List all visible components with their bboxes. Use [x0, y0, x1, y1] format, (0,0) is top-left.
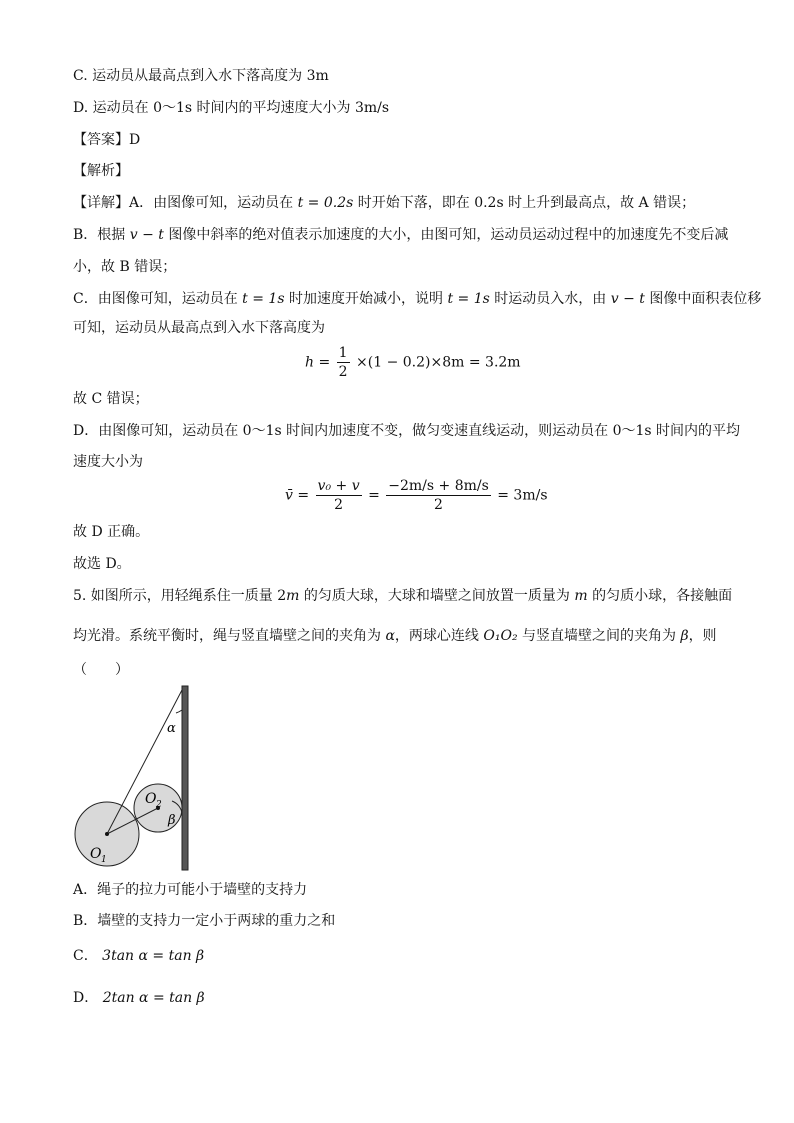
velocity-formula: [285, 477, 548, 514]
balls-wall-figure: [68, 680, 198, 875]
option-a: A．绳子的拉力可能小于墙壁的支持力: [73, 882, 308, 898]
c-text-3: 时运动员入水，由: [494, 291, 607, 307]
center-o1-dot: [105, 832, 109, 836]
b-text-1: B．根据: [73, 227, 126, 243]
question-5-paren: （ ）: [73, 662, 129, 678]
o2-label: O: [145, 791, 157, 807]
q5-text-1b: 的匀质大球，大球和墙壁之间放置一质量为: [299, 588, 570, 604]
o1-subscript: 1: [101, 855, 107, 865]
velocity-lhs: v̄ =: [285, 487, 310, 504]
q5-alpha: α: [385, 628, 395, 644]
alpha-arc: [176, 710, 182, 713]
q5-mass-2: m: [574, 588, 588, 604]
option-d: [73, 988, 205, 1008]
velocity-fraction-2-den: 2: [434, 497, 443, 513]
velocity-fraction-2: [386, 477, 491, 514]
option-d-expression: 2tan α = tan β: [102, 990, 205, 1006]
analysis-heading: 【解析】: [73, 163, 129, 179]
option-c-expression: 3tan α = tan β: [102, 948, 205, 964]
detail-a-text-1: 【详解】A．由图像可知，运动员在: [73, 195, 294, 211]
c-conclusion: 故 C 错误；: [73, 391, 149, 407]
height-formula: [305, 344, 521, 381]
c-time-2: t = 1s: [447, 291, 490, 307]
answer-line: 【答案】D: [73, 132, 141, 148]
c-text-1: C．由图像可知，运动员在: [73, 291, 238, 307]
beta-label: β: [168, 813, 176, 828]
q5-o1o2: O₁O₂: [483, 628, 518, 644]
b-vt: v − t: [129, 227, 164, 243]
velocity-rhs: = 3m/s: [497, 487, 548, 504]
figure-svg: [68, 680, 198, 875]
c-vt: v − t: [610, 291, 645, 307]
d-line-1: D．由图像可知，运动员在 0～1s 时间内加速度不变，做匀变速直线运动，则运动员在 0～1s 时间内的平均: [73, 423, 741, 439]
detail-a-line: [73, 193, 695, 213]
o2-subscript: 2: [156, 800, 162, 810]
height-fraction: [337, 344, 350, 381]
b-line-1: [73, 225, 728, 245]
alpha-label: α: [167, 721, 176, 736]
option-b: B．墙壁的支持力一定小于两球的重力之和: [73, 913, 336, 929]
q5-text-1a: 5. 如图所示，用轻绳系住一质量 2: [73, 588, 287, 604]
option-c: [73, 946, 204, 966]
velocity-fraction-2-num: −2m/s + 8m/s: [388, 478, 489, 494]
q5-text-2a: 均光滑。系统平衡时，绳与竖直墙壁之间的夹角为: [73, 628, 381, 644]
question-5-line-2: [73, 626, 717, 646]
velocity-fraction-1-den: 2: [334, 497, 344, 513]
q5-text-2b: ，两球心连线: [394, 628, 479, 644]
c-text-2: 时加速度开始减小，说明: [288, 291, 443, 307]
c-time-1: t = 1s: [242, 291, 285, 307]
q5-text-1c: 的匀质小球，各接触面: [587, 588, 733, 604]
c-line-1: [73, 289, 761, 309]
velocity-equals: =: [368, 487, 380, 504]
c-text-4: 图像中面积表位移: [649, 291, 762, 307]
q5-mass-1: m: [286, 588, 300, 604]
final-choice: 故选 D。: [73, 556, 131, 572]
q5-text-2c: 与竖直墙壁之间的夹角为: [522, 628, 677, 644]
b-text-2: 图像中斜率的绝对值表示加速度的大小，由图可知，运动员运动过程中的加速度先不变后减: [168, 227, 729, 243]
velocity-fraction-1-num: v₀ + v: [317, 478, 360, 494]
option-d-label: D．: [73, 990, 99, 1006]
height-lhs: h =: [305, 354, 331, 371]
detail-a-text-2: 时开始下落，即在 0.2s 时上升到最高点，故 A 错误；: [357, 195, 696, 211]
d-conclusion: 故 D 正确。: [73, 524, 150, 540]
d-line-2: 速度大小为: [73, 454, 143, 470]
q5-beta: β: [680, 628, 689, 644]
option-c-label: C．: [73, 948, 98, 964]
option-d-previous: D. 运动员在 0～1s 时间内的平均速度大小为 3m/s: [73, 100, 390, 116]
height-fraction-num: 1: [338, 345, 348, 361]
option-c-previous: C. 运动员从最高点到入水下落高度为 3m: [73, 68, 329, 84]
q5-text-2d: ，则: [688, 628, 717, 644]
velocity-fraction-1: [316, 477, 362, 514]
b-line-2: 小，故 B 错误；: [73, 259, 177, 275]
o1-label: O: [90, 846, 102, 862]
height-rhs: ×(1 − 0.2)×8m = 3.2m: [356, 354, 521, 371]
detail-a-time: t = 0.2s: [297, 195, 354, 211]
c-line-2: 可知，运动员从最高点到入水下落高度为: [73, 320, 325, 336]
height-fraction-den: 2: [338, 364, 348, 380]
wall: [182, 686, 188, 870]
question-5-line-1: [73, 586, 732, 606]
